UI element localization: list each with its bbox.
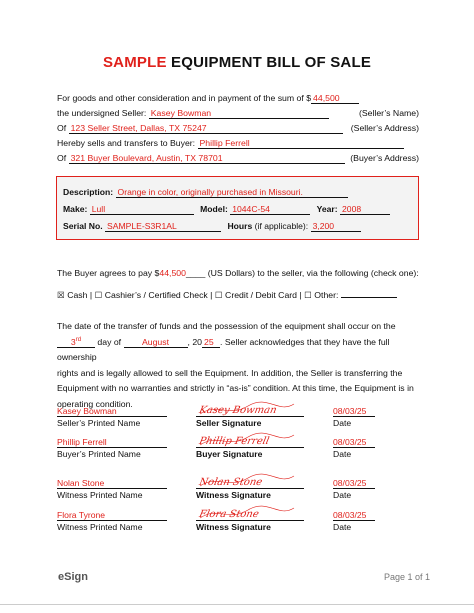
date-line: [333, 520, 375, 521]
transfer-line: The date of the transfer of funds and the possession of the equipment shall occur on the: [57, 321, 396, 331]
description-value: Orange in color, originally purchased in Missouri.: [116, 187, 348, 198]
seller-address: 123 Seller Street, Dallas, TX 75247: [69, 123, 343, 134]
model-value: 1044C-54: [230, 204, 310, 215]
payment-options-text: ☒ Cash | ☐ Cashier’s / Certified Check | ☐ Credit / Debit Card | ☐ Other:: [57, 290, 341, 300]
date-label: Date: [333, 449, 352, 459]
handwritten-signature: [198, 502, 298, 522]
intro-line-1: [57, 93, 359, 104]
hours-note: (if applicable):: [254, 221, 309, 231]
signature-label: Witness Signature: [196, 490, 271, 500]
year-label: Year:: [316, 204, 338, 214]
intro-text: Hereby sells and transfers to Buyer:: [57, 138, 198, 148]
svg-text:Nolan Stone: Nolan Stone: [198, 477, 264, 488]
signature-label: Buyer Signature: [196, 449, 263, 459]
seller-name-label: (Seller’s Name): [358, 108, 419, 118]
buyer-name: Phillip Ferrell: [198, 138, 404, 149]
printed-name-line: [57, 488, 167, 489]
date-line: [333, 447, 375, 448]
printed-name-label: Seller’s Printed Name: [57, 418, 141, 428]
handwritten-signature: [198, 429, 298, 449]
make-value: Lull: [90, 204, 194, 215]
payment-text: ____ (US Dollars) to the seller, via the following (check one):: [185, 268, 419, 278]
seller-name: Kasey Bowman: [149, 108, 329, 119]
hours-label: Hours: [227, 221, 253, 231]
document-title: [0, 54, 474, 71]
handwritten-signature: [198, 470, 298, 490]
day-value: 3: [70, 336, 76, 347]
transfer-day: [57, 335, 95, 348]
printed-name: Nolan Stone: [57, 478, 105, 488]
signature-label: Witness Signature: [196, 522, 271, 532]
transfer-text: . Seller acknowledges that they have the full ownership: [57, 336, 390, 362]
other-blank: [341, 288, 397, 298]
intro-text: the undersigned Seller:: [57, 108, 149, 118]
transfer-year: 25: [202, 337, 220, 348]
title-sample: SAMPLE: [102, 54, 167, 71]
date-label: Date: [333, 418, 352, 428]
transfer-text: day of: [95, 336, 124, 347]
transfer-line: Equipment with no warranties and strictly in “as-is” condition. At this time, the Equipment is in: [57, 383, 414, 393]
svg-text:Phillip Ferrell: Phillip Ferrell: [198, 436, 271, 447]
buyer-address: 321 Buyer Boulevard, Austin, TX 78701: [69, 153, 345, 164]
footer-divider: [0, 604, 474, 605]
sum-amount: 44,500: [311, 93, 359, 104]
equipment-box: [56, 176, 419, 240]
svg-text:Flora Stone: Flora Stone: [198, 509, 260, 520]
title-rest: EQUIPMENT BILL OF SALE: [166, 54, 372, 71]
make-label: Make:: [63, 204, 88, 214]
serial-value: SAMPLE-S3R1AL: [105, 221, 221, 232]
transfer-line: operating condition.: [57, 398, 133, 409]
transfer-line: rights and is legally allowed to sell the Equipment. In addition, the Seller is transferring the: [57, 367, 403, 378]
year-value: 2008: [340, 204, 390, 215]
printed-name-line: [57, 447, 167, 448]
signature-label: Seller Signature: [196, 418, 262, 428]
printed-name: Phillip Ferrell: [57, 437, 107, 447]
printed-name-label: Witness Printed Name: [57, 490, 143, 500]
model-label: Model:: [200, 204, 228, 214]
payment-text: The Buyer agrees to pay $: [57, 268, 160, 278]
intro-line-2: [57, 108, 419, 119]
description-row: [63, 187, 348, 198]
intro-text: For goods and other consideration and in payment of the sum of $: [57, 93, 312, 103]
payment-line: [57, 268, 419, 279]
intro-line-4: [57, 138, 404, 149]
date-label: Date: [333, 490, 352, 500]
transfer-date-line: [57, 335, 419, 366]
date-line: [333, 416, 375, 417]
payment-options: [57, 288, 397, 301]
transfer-month: August: [124, 337, 188, 348]
transfer-text: , 20: [187, 336, 202, 347]
printed-name-label: Buyer’s Printed Name: [57, 449, 141, 459]
date-label: Date: [333, 522, 352, 532]
description-label: Description:: [63, 187, 114, 197]
date-line: [333, 488, 375, 489]
handwritten-signature: [198, 398, 298, 418]
printed-name-line: [57, 520, 167, 521]
payment-amount: 44,500: [159, 268, 186, 278]
serial-label: Serial No.: [63, 221, 103, 231]
printed-name: Kasey Bowman: [57, 406, 117, 416]
printed-name-line: [57, 416, 167, 417]
day-suffix: rd: [75, 336, 82, 343]
svg-text:Kasey Bowman: Kasey Bowman: [198, 405, 278, 416]
printed-name-label: Witness Printed Name: [57, 522, 143, 532]
serial-hours-row: [63, 221, 361, 232]
intro-line-5: [57, 153, 419, 164]
intro-text: Of: [57, 153, 69, 163]
signature-date: 08/03/25: [333, 478, 367, 488]
printed-name: Flora Tyrone: [57, 510, 106, 520]
page-number: Page 1 of 1: [383, 572, 430, 582]
make-model-year-row: [63, 204, 390, 215]
intro-line-3: [57, 123, 419, 134]
seller-address-label: (Seller’s Address): [350, 123, 419, 133]
signature-date: 08/03/25: [333, 406, 367, 416]
signature-date: 08/03/25: [333, 437, 367, 447]
footer-brand: eSign: [58, 571, 88, 583]
signature-date: 08/03/25: [333, 510, 367, 520]
buyer-address-label: (Buyer’s Address): [350, 153, 419, 163]
intro-text: Of: [57, 123, 69, 133]
hours-value: 3,200: [311, 221, 361, 232]
